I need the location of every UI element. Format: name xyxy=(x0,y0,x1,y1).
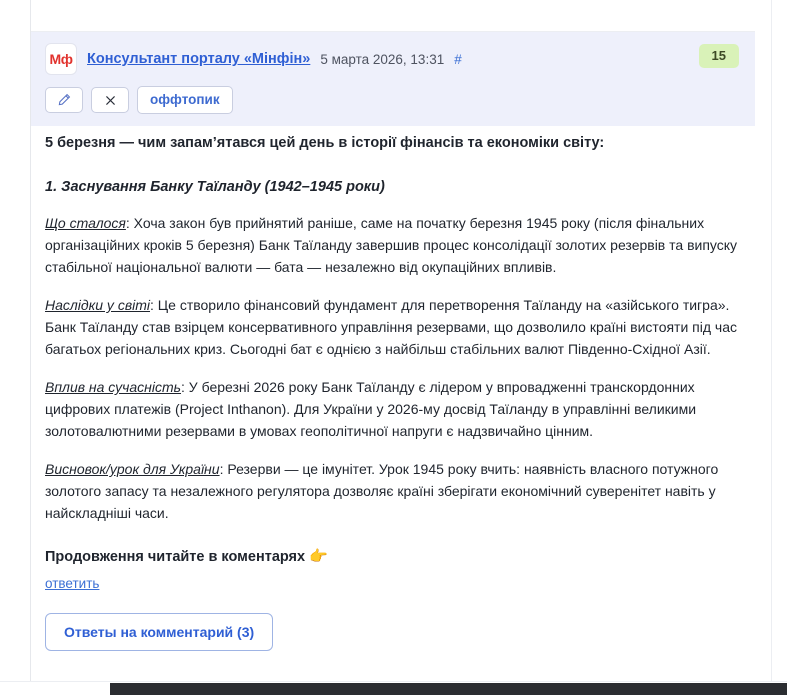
paragraph-lead: Вплив на сучасність xyxy=(45,379,182,395)
tag-offtopic-button[interactable]: оффтопик xyxy=(137,86,233,114)
paragraph-lead: Висновок/урок для України xyxy=(45,461,220,477)
top-spacer xyxy=(31,0,755,32)
comment-paragraph xyxy=(45,212,741,278)
paragraph-text: : Хоча закон був прийнятий раніше, саме на початку березня 1945 року (після фінальних організаційних кроків 5 березня) Банк Таїланду завершив процес консолідації золотих резервів та випуску стабільної національної валюти — бата — незалежно від окупаційних впливів. xyxy=(45,215,738,275)
paragraph-text: : Це створило фінансовий фундамент для перетворення Таїланду на «азійського тигра». Банк Таїланду став взірцем консервативного управління резервами, що дозволило країні вистояти під час багатьох регіональних криз. Сьогодні бат є однією з найбільш стабільних валют Південно-Східної Азії. xyxy=(45,297,738,357)
avatar: Мф xyxy=(45,43,77,75)
close-icon-button[interactable] xyxy=(91,87,129,113)
close-icon xyxy=(104,94,117,107)
pencil-icon-button[interactable] xyxy=(45,87,83,113)
comment-permalink[interactable]: # xyxy=(454,51,462,67)
comment-actions-row xyxy=(45,76,741,126)
pencil-icon xyxy=(57,93,71,107)
vertical-scrollbar[interactable] xyxy=(771,0,787,681)
comment-paragraph xyxy=(45,458,741,524)
rating-badge[interactable]: 15 xyxy=(699,44,739,68)
paragraph-text: : Резерви — це імунітет. Урок 1945 року вчить: наявність власного потужного золотого запасу та незалежного регулятора дозволяє країні зберігати економічний суверенітет навіть у найскладніші часи. xyxy=(45,461,719,521)
comment-card xyxy=(31,32,755,671)
comment-thread-area xyxy=(31,0,755,681)
left-gutter xyxy=(0,0,31,681)
paragraph-lead: Наслідки у світі xyxy=(45,297,151,313)
comment-paragraph xyxy=(45,294,741,360)
comment-author-link[interactable]: Консультант порталу «Мінфін» xyxy=(87,51,311,67)
closing-text: Продовження читайте в коментарях xyxy=(45,549,306,565)
comment-paragraph xyxy=(45,376,741,442)
comment-title: 5 березня — чим запам’ятався цей день в історії фінансів та економіки світу: xyxy=(45,135,605,151)
pointing-hand-icon: 👉 xyxy=(309,548,328,565)
horizontal-scrollbar-thumb[interactable] xyxy=(110,683,787,695)
comment-header xyxy=(31,32,755,126)
comment-item-heading: 1. Заснування Банку Таїланду (1942–1945 роки) xyxy=(45,179,385,195)
comment-closing xyxy=(45,546,741,568)
show-answers-button[interactable]: Ответы на комментарий (3) xyxy=(45,613,273,651)
horizontal-scrollbar[interactable] xyxy=(0,681,787,695)
reply-link[interactable]: ответить xyxy=(45,576,100,591)
comment-body xyxy=(31,126,755,671)
comment-timestamp: 5 марта 2026, 13:31 xyxy=(320,51,445,67)
paragraph-lead: Що сталося xyxy=(45,215,126,231)
paragraph-text: : У березні 2026 року Банк Таїланду є лідером у впровадженні транскордонних цифрових платежів (Project Inthanon). Для України у 2026-му досвід Таїланду в управлінні великими золотовалютними резервами в умовах геополітичної напруги є надзвичайно цінним. xyxy=(45,379,697,439)
comment-header-row xyxy=(45,42,741,76)
